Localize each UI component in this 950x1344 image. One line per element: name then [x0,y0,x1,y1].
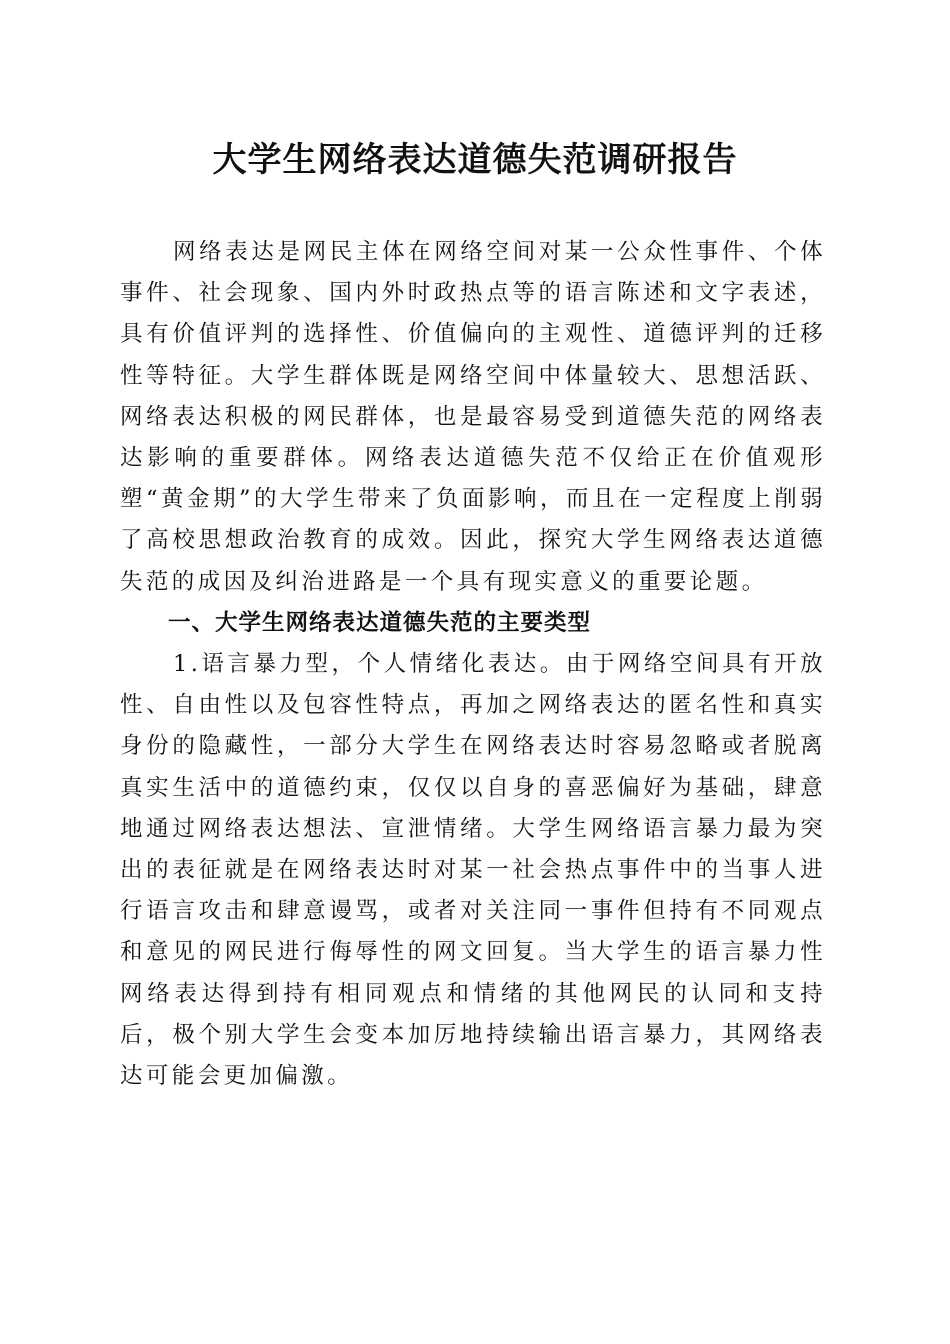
intro-paragraph: 网络表达是网民主体在网络空间对某一公众性事件、个体事件、社会现象、国内外时政热点等的语言陈述和文字表述，具有价值评判的选择性、价值偏向的主观性、道德评判的迁移性等特征。大学生群体既是网络空间中体量较大、思想活跃、网络表达积极的网民群体，也是最容易受到道德失范的网络表达影响的重要群体。网络表达道德失范不仅给正在价值观形塑“黄金期”的大学生带来了负面影响，而且在一定程度上削弱了高校思想政治教育的成效。因此，探究大学生网络表达道德失范的成因及纠治进路是一个具有现实意义的重要论题。 [120,239,826,595]
section-paragraph: 1.语言暴力型，个人情绪化表达。由于网络空间具有开放性、自由性以及包容性特点，再加之网络表达的匿名性和真实身份的隐藏性，一部分大学生在网络表达时容易忽略或者脱离真实生活中的道德约束，仅仅以自身的喜恶偏好为基础，肆意地通过网络表达想法、宣泄情绪。大学生网络语言暴力最为突出的表征就是在网络表达时对某一社会热点事件中的当事人进行语言攻击和肆意谩骂，或者对关注同一事件但持有不同观点和意见的网民进行侮辱性的网文回复。当大学生的语言暴力性网络表达得到持有相同观点和情绪的其他网民的认同和支持后，极个别大学生会变本加厉地持续输出语言暴力，其网络表达可能会更加偏激。 [120,651,826,1090]
document-title: 大学生网络表达道德失范调研报告 [212,140,738,180]
document-body [120,232,826,1097]
section-heading: 一、大学生网络表达道德失范的主要类型 [168,609,592,636]
